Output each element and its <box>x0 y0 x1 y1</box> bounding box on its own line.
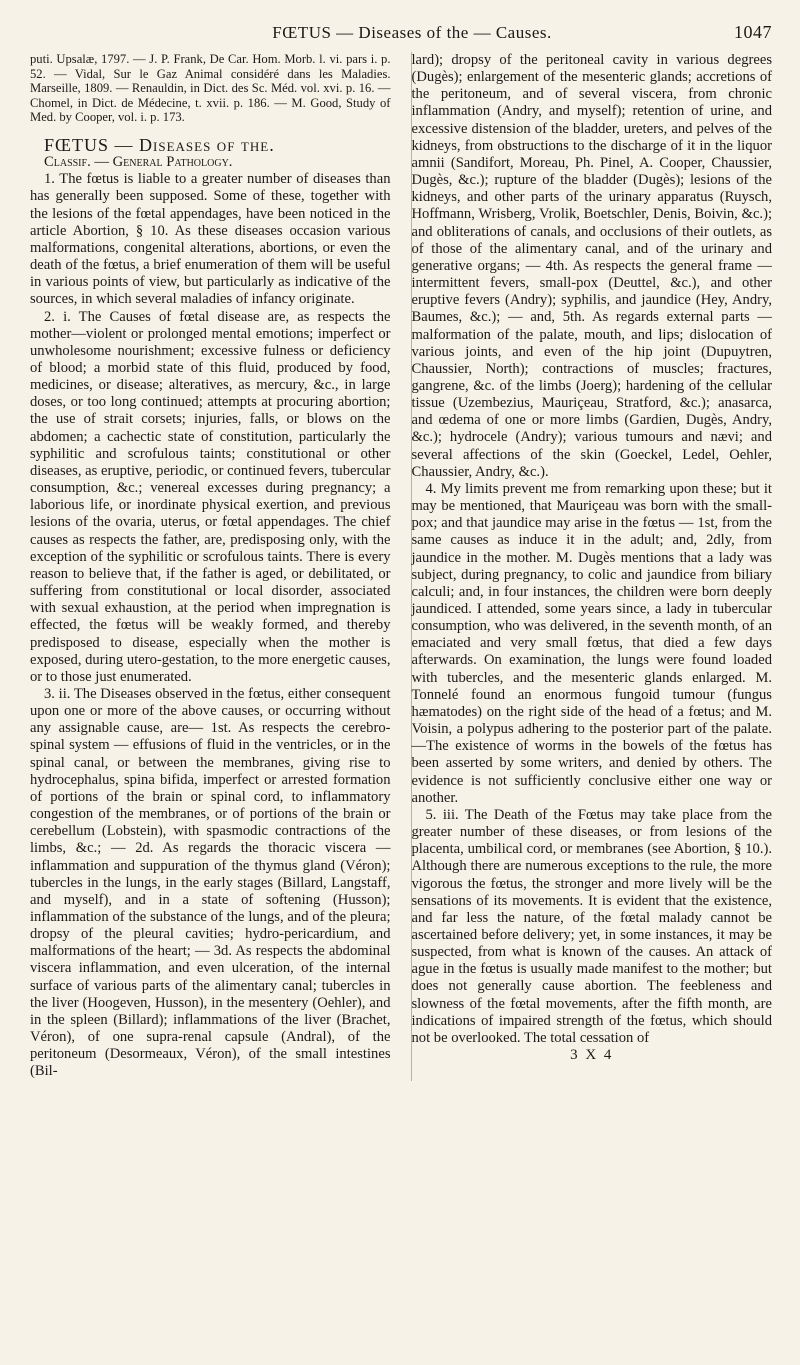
running-head-title: FŒTUS — Diseases of the — Causes. <box>272 23 552 42</box>
text-columns <box>30 52 772 1081</box>
paragraph-3: 3. ii. The Diseases observed in the fœtus, either consequent upon one or more of the above causes, or occurring without any assignable cause, are— 1st. As respects the cerebro-spinal system — effusions of fluid in the ventricles, or in the spinal canal, or between the membranes, giving rise to hydrocephalus, spina bifida, imperfect or arrested formation of portions of the brain or spinal cord, to inflammatory congestion of the membranes, or of portions of the brain or cerebellum (Lobstein), with spasmodic contractions of the limbs, &c.; — 2d. As regards the thoracic viscera — inflammation and suppuration of the thymus gland (Véron); tubercles in the lungs, in the early stages (Billard, Langstaff, and myself), and in a state of softening (Husson); inflammation of the substance of the lungs, and of the pleura; dropsy of the pleural cavities; hydro-pericardium, and malformations of the heart; — 3d. As respects the abdominal viscera inflammation, and even ulceration, of the internal surface of various parts of the alimentary canal; tubercles in the liver (Hoogeven, Husson), in the mesentery (Oehler), and in the spleen (Billard); inflammations of the liver (Brachet, Véron), of one supra-renal capsule (Andral), of the peritoneum (Desormeaux, Véron), of the small intestines (Bil- <box>30 685 391 1080</box>
printer-signature-mark: 3 X 4 <box>570 1047 614 1064</box>
paragraph-2: 2. i. The Causes of fœtal disease are, as respects the mother—violent or prolonged mental emotions; imperfect or unwholesome nourishment; excessive fulness or deficiency of blood; a morbid state of this fluid, produced by food, medicines, or disease; alteratives, as mercury, &c., in large doses, or too long continued; attempts at procuring abortion; the use of strait corsets; injuries, falls, or blows on the abdomen; a cachectic state of constitution, particularly the syphilitic and scrofulous taints; constitutional or other diseases, as eruptive, periodic, or continued fevers, tubercular consumption, &c.; venereal excesses during pregnancy; a laborious life, or inordinate physical exertion, and previous lesions of the ovaria, uterus, or fœtal appendages. The chief causes as respects the father, are, predisposing only, with the exception of the syphilitic or scrofulous taints. There is every reason to believe that, if the father is aged, or debilitated, or suffering from constitutional or local disorder, associated with sexual exhaustion, at the period when impregnation is effected, the fœtus will be weakly formed, and thereby predisposed to disease, especially when the mother is exposed, during utero-gestation, to the more energetic causes, or to those just enumerated. <box>30 308 391 685</box>
running-head <box>30 22 772 50</box>
page-number: 1047 <box>734 22 772 42</box>
paragraph-1: 1. The fœtus is liable to a greater number of diseases than has generally been supposed. Some of these, together with the lesions of the fœtal appendages, have been noticed in the article Abortion, § 10. As these diseases occasion various malformations, congenital alterations, abortions, or even the death of the fœtus, a brief enumeration of them will be useful in various points of view, but particularly as indicative of the sources, in which several maladies of infancy originate. <box>30 171 391 308</box>
bibliography-references: puti. Upsalæ, 1797. — J. P. Frank, De Car. Hom. Morb. l. vi. pars i. p. 52. — Vidal, Sur le Gaz Animal considéré dans les Maladies. Marseille, 1809. — Renauldin, in Dict. des Sc. Méd. vol. xvi. p. 16. — Chomel, in Dict. de Médecine, t. xvii. p. 186. — M. Good, Study of Med. by Cooper, vol. i. p. 173. <box>30 52 391 125</box>
classification-line: Classif. — General Pathology. <box>44 154 233 171</box>
left-column <box>30 52 391 1081</box>
paragraph-3-continued: lard); dropsy of the peritoneal cavity in various degrees (Dugès); enlargement of the mesenteric glands; accretions of the peritoneum, and of several viscera, from chronic inflammation (Andry, and myself); retention of urine, and excessive distension of the bladder, ureters, and pelves of the kidneys, from obstructions to the discharge of it in the liquor amnii (Sandifort, Moreau, Ph. Pinel, A. Cooper, Chaussier, Dugès, &c.); rupture of the bladder (Dugès); lesions of the kidneys, and other parts of the urinary apparatus (Ruysch, Hoffmann, Wrisberg, Vrolik, Boetschler, Denis, Boivin, &c.); and obliterations of canals, and occlusions of their outlets, as of those of the alimentary canal, and of the urinary and generative organs; — 4th. As respects the general frame — intermittent fevers, small-pox (Deuttel, &c.), and other eruptive fevers (Andry); syphilis, and jaundice (Hey, Andry, Baumes, &c.); — and, 5th. As regards external parts — malformation of the palate, mouth, and lips; dislocation of various joints, and even of the hip joint (Dupuytren, Chaussier, North); contractions of muscles; fractures, gangrene, &c. of the limbs (Joerg); hardening of the cellular tissue (Uzembezius, Mauriçeau, Stratford, &c.); anasarca, and œdema of one or more limbs (Gardien, Dugès, Andry, &c.); hydrocele (Andry); various tumours and nævi; and several affections of the skin (Goeckel, Ledel, Oehler, Chaussier, Andry, &c.). <box>411 52 772 480</box>
article-heading: FŒTUS — Diseases of the. <box>44 134 275 155</box>
paragraph-4: 4. My limits prevent me from remarking upon these; but it may be mentioned, that Mauriçeau was born with the small-pox; and that jaundice may arise in the fœtus — 1st, from the same causes as induce it in the adult; and, 2dly, from jaundice in the mother. M. Dugès mentions that a lady was subject, during pregnancy, to colic and jaundice from biliary calculi; and, in four instances, the children were born deeply jaundiced. I attended, some years since, a lady in tubercular consumption, who was delivered, in the seventh month, of an emaciated and very small fœtus, that died a few days afterwards. On examination, the lungs were found loaded with tubercles, and the mesenteric glands enlarged. M. Tonnelé found an enormous fungoid tumour (fungus hæmatodes) on the right side of the head of a fœtus; and M. Voisin, a polypus adhering to the posterior part of the palate.—The existence of worms in the bowels of the fœtus has been asserted by some writers, and denied by others. The evidence is not sufficiently conclusive either one way or another. <box>411 480 772 806</box>
right-column <box>411 52 773 1081</box>
paragraph-5: 5. iii. The Death of the Fœtus may take place from the greater number of these diseases, or from lesions of the placenta, umbilical cord, or membranes (see Abortion, § 10.). Although there are numerous exceptions to the rule, the more vigorous the fœtus, the stronger and more lively will be the sensations of its movements. It is evident that the existence, and far less the nature, of the fœtal malady cannot be ascertained before delivery; yet, in some instances, it may be suspected, from what is known of the causes. An attack of ague in the fœtus is usually made manifest to the mother; but does not generally cause abortion. The feebleness and slowness of the fœtal movements, after the fifth month, are indications of impaired strength of the fœtus, which should not be overlooked. The total cessation of <box>411 806 772 1046</box>
